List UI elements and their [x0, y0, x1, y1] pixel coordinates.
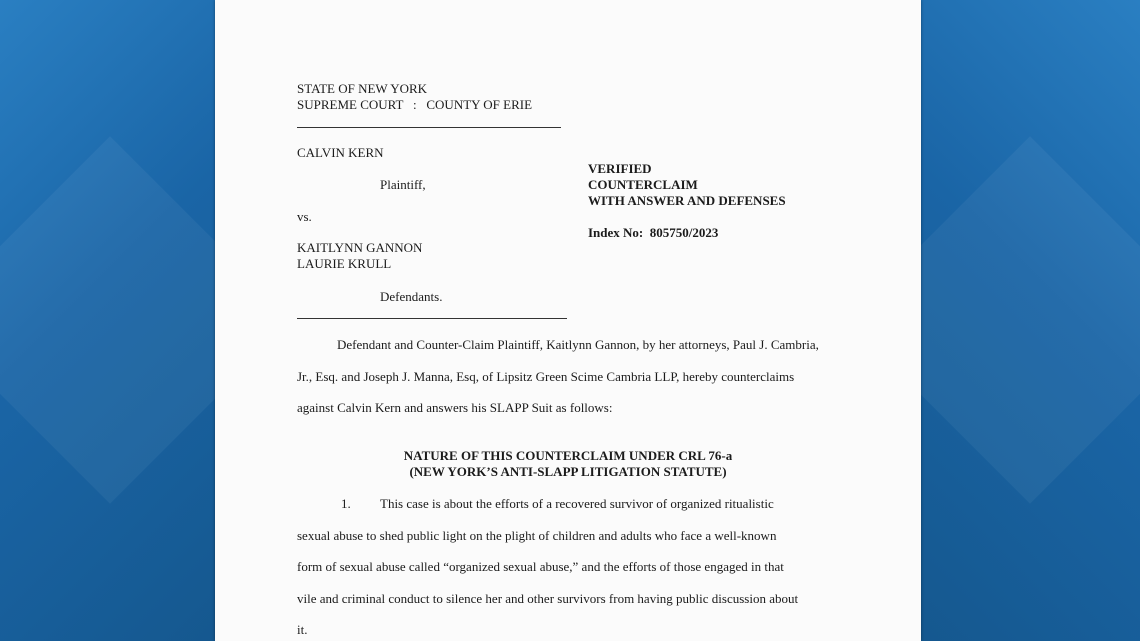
paragraph-line-5: it. — [297, 622, 308, 637]
court-state-line: STATE OF NEW YORK — [297, 81, 428, 96]
intro-line-1: Defendant and Counter-Claim Plaintiff, Kaitlynn Gannon, by her attorneys, Paul J. Cambria, — [337, 337, 819, 352]
document-page — [215, 0, 921, 641]
index-number: Index No: 805750/2023 — [588, 225, 719, 240]
plaintiff-name: CALVIN KERN — [297, 145, 384, 160]
plaintiff-label: Plaintiff, — [380, 177, 426, 192]
intro-line-3: against Calvin Kern and answers his SLAPP Suit as follows: — [297, 400, 613, 415]
intro-line-2: Jr., Esq. and Joseph J. Manna, Esq, of Lipsitz Green Scime Cambria LLP, hereby counterclaims — [297, 369, 795, 384]
versus-label: vs. — [297, 209, 312, 224]
paragraph-line-1: This case is about the efforts of a recovered survivor of organized ritualistic — [380, 496, 774, 511]
doc-title-line-1: VERIFIED — [588, 161, 652, 176]
doc-title-line-3: WITH ANSWER AND DEFENSES — [588, 193, 786, 208]
paragraph-line-4: vile and criminal conduct to silence her and other survivors from having public discussion about — [297, 591, 799, 606]
paragraph-line-2: sexual abuse to shed public light on the plight of children and adults who face a well-known — [297, 528, 777, 543]
doc-title-line-2: COUNTERCLAIM — [588, 177, 698, 192]
section-heading-line-1: NATURE OF THIS COUNTERCLAIM UNDER CRL 76-a — [403, 448, 733, 463]
paragraph-number: 1. — [341, 496, 351, 511]
defendant-name-2: LAURIE KRULL — [297, 256, 392, 271]
caption-top-rule — [297, 127, 561, 128]
defendants-label: Defendants. — [380, 289, 443, 304]
paragraph-line-3: form of sexual abuse called “organized sexual abuse,” and the efforts of those engaged in that — [297, 559, 784, 574]
defendant-name-1: KAITLYNN GANNON — [297, 240, 423, 255]
caption-bottom-rule — [297, 318, 567, 319]
court-county-line: SUPREME COURT : COUNTY OF ERIE — [297, 97, 533, 112]
section-heading-line-2: (NEW YORK’S ANTI-SLAPP LITIGATION STATUTE) — [409, 464, 727, 479]
